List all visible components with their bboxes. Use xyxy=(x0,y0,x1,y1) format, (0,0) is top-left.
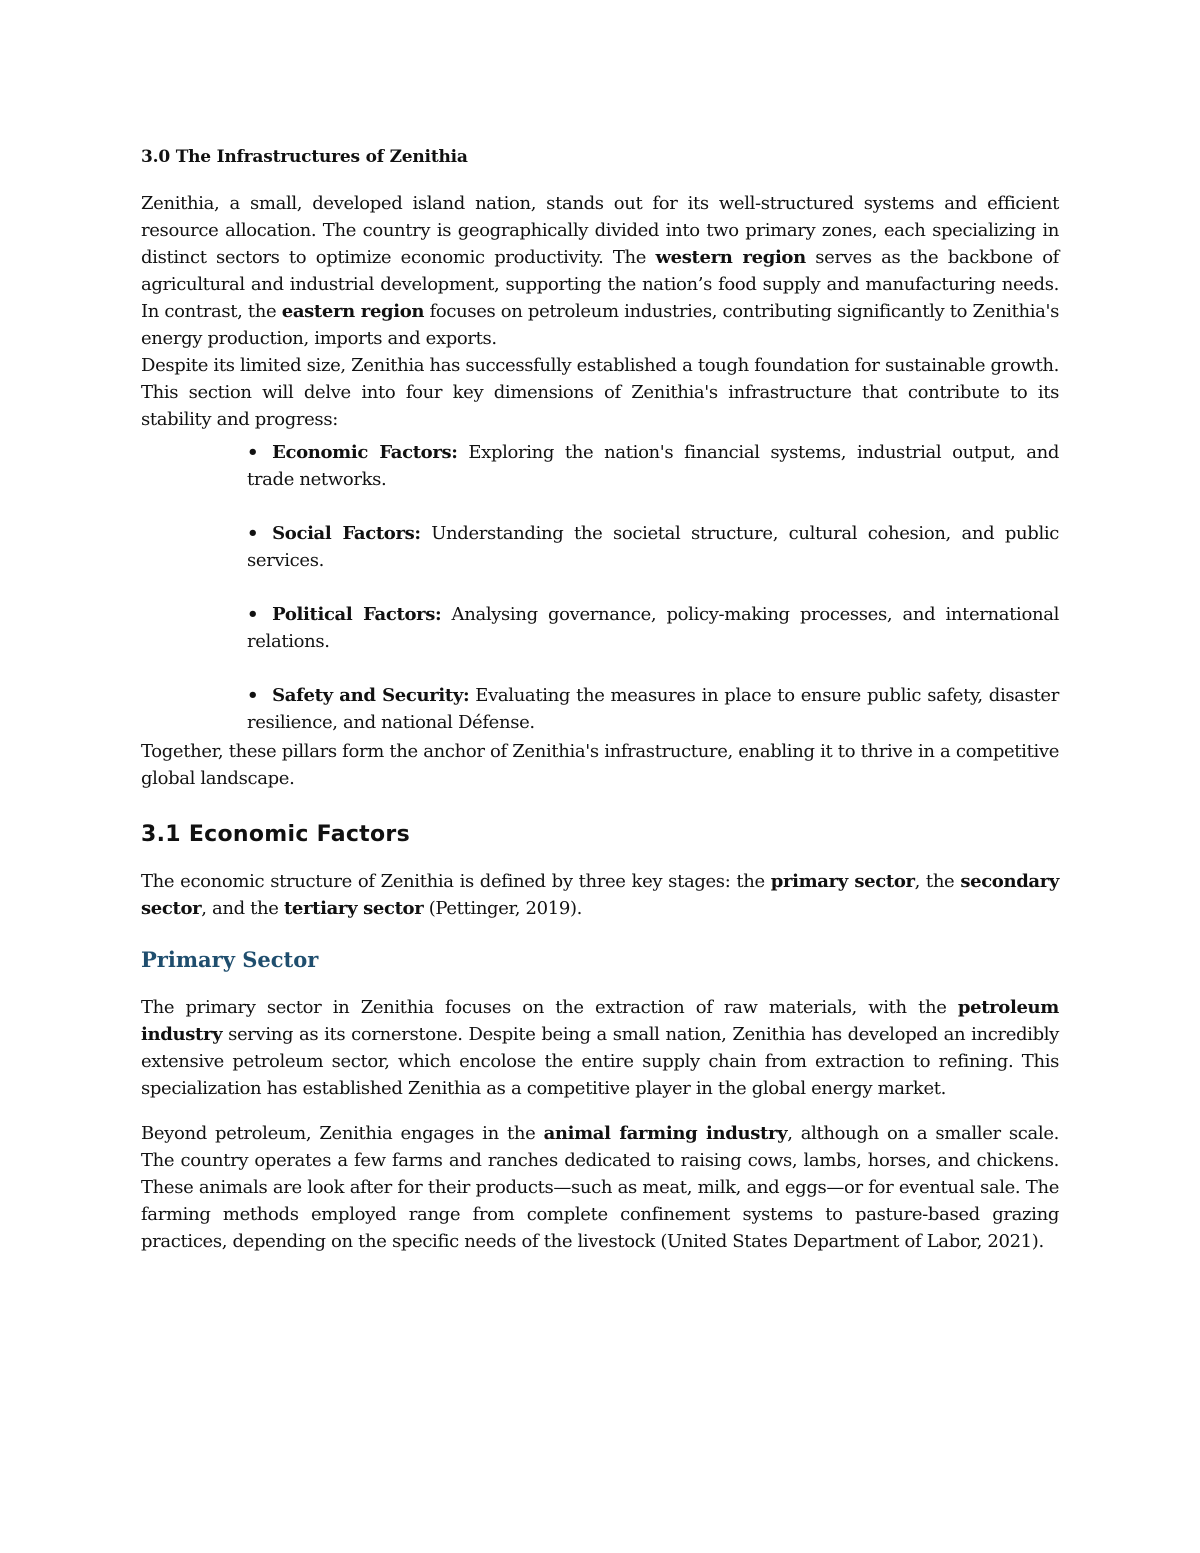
bullet-icon: • xyxy=(247,523,259,544)
bullet-icon: • xyxy=(247,685,259,706)
section-3-1-heading: 3.1 Economic Factors xyxy=(141,822,410,847)
petroleum-paragraph: The primary sector in Zenithia focuses on the extraction of raw materials, with the petroleum industry serving as its cornerstone. Despite being a small nation, Zenithia has developed an incredibly extensive petroleum sector, which encolose the entire supply chain from extraction to refining. This specialization has established Zenithia as a competitive player in the global energy market. xyxy=(141,997,1059,1099)
pillars-list xyxy=(141,439,1059,736)
pillar-safety: • Safety and Security: Evaluating the measures in place to ensure public safety, disaster resilience, and national Défense. xyxy=(247,685,1059,733)
primary-sector-heading: Primary Sector xyxy=(141,947,319,972)
bullet-icon: • xyxy=(247,604,259,625)
section-3-0-heading: 3.0 The Infrastructures of Zenithia xyxy=(141,147,468,167)
conclusion-paragraph: Together, these pillars form the anchor of Zenithia's infrastructure, enabling it to thrive in a competitive global landscape. xyxy=(141,741,1059,789)
dimensions-paragraph: Despite its limited size, Zenithia has successfully established a tough foundation for sustainable growth. This section will delve into four key dimensions of Zenithia's infrastructure that contribute to its stability and progress: xyxy=(141,355,1059,430)
economic-intro-paragraph: The economic structure of Zenithia is defined by three key stages: the primary sector, the secondary sector, and the tertiary sector (Pettinger, 2019). xyxy=(141,871,1059,919)
pillar-political: • Political Factors: Analysing governance, policy-making processes, and international relations. xyxy=(247,604,1059,652)
intro-paragraph: Zenithia, a small, developed island nation, stands out for its well-structured systems and efficient resource allocation. The country is geographically divided into two primary zones, each specializing in distinct sectors to optimize economic productivity. The western region serves as the backbone of agricultural and industrial development, supporting the nation’s food supply and manufacturing needs. In contrast, the eastern region focuses on petroleum industries, contributing significantly to Zenithia's energy production, imports and exports. xyxy=(141,193,1060,349)
pillar-social: • Social Factors: Understanding the societal structure, cultural cohesion, and public services. xyxy=(247,523,1059,571)
eastern-region-term: eastern region xyxy=(281,301,425,322)
animal-farming-paragraph: Beyond petroleum, Zenithia engages in the animal farming industry, although on a smaller scale. The country operates a few farms and ranches dedicated to raising cows, lambs, horses, and chickens. These animals are look after for their products—such as meat, milk, and eggs—or for eventual sale. The farming methods employed range from complete confinement systems to pasture-based grazing practices, depending on the specific needs of the livestock (United States Department of Labor, 2021). xyxy=(141,1123,1060,1252)
western-region-term: western region xyxy=(655,247,806,268)
pillar-economic: • Economic Factors: Exploring the nation's financial systems, industrial output, and trade networks. xyxy=(247,442,1059,490)
bullet-icon: • xyxy=(247,442,259,463)
